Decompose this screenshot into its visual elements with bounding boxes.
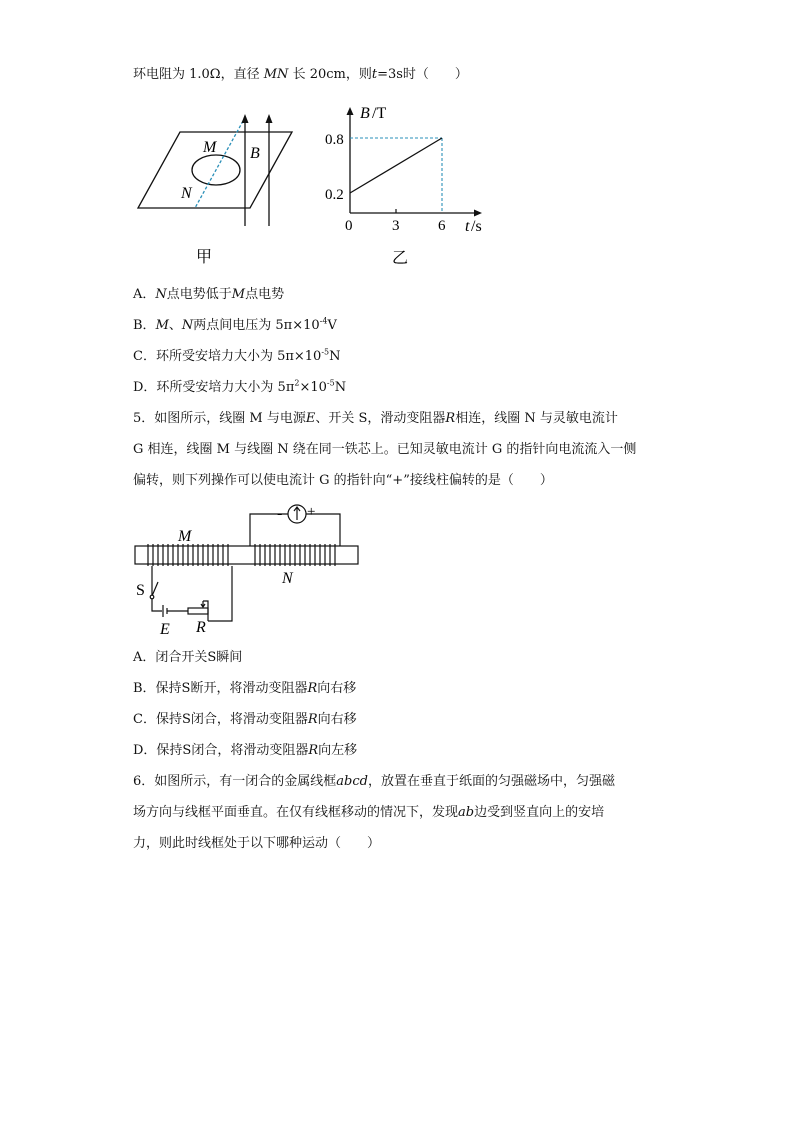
intro-text-c: =3s时（ ）	[377, 67, 468, 82]
rheostat-label-r: R	[196, 619, 206, 636]
stem-text: ，放置在垂直于纸面的匀强磁场中，匀强磁	[367, 774, 615, 789]
q5-option-d[interactable]	[133, 741, 357, 761]
stem-text: 5．如图所示，线圈 M 与电源	[133, 411, 306, 426]
y-tick-label-08: 0.8	[325, 132, 344, 148]
label-plus: +	[307, 504, 316, 520]
x-tick-label-3: 3	[392, 218, 400, 234]
bt-graph	[347, 107, 483, 217]
switch-blade	[152, 582, 158, 596]
wire-m-circuit	[152, 566, 232, 621]
intro-line	[133, 65, 468, 85]
unit: V	[327, 318, 337, 333]
coil-label-n: N	[282, 570, 293, 587]
q6-stem-line-3: 力，则此时线框处于以下哪种运动（ ）	[133, 836, 381, 851]
stem-text: 相连，线圈 N 与灵敏电流计	[455, 411, 618, 426]
switch-contact	[150, 595, 154, 599]
coil-label-m: M	[178, 528, 192, 545]
option-text: C．保持S闭合，将滑动变阻器	[133, 712, 308, 727]
stem-text: 、开关 S，滑动变阻器	[315, 411, 446, 426]
option-text: 两点间电压为 5π×10	[193, 318, 320, 333]
stem-text: 场方向与线框平面垂直。在仅有线框移动的情况下，发现	[133, 805, 459, 820]
rheostat	[188, 608, 208, 614]
var-n: N	[155, 287, 167, 302]
var-r: R	[445, 411, 456, 426]
y-axis-arrow	[347, 107, 354, 115]
y-axis-label-unit: /T	[372, 105, 387, 122]
var-r: R	[307, 681, 318, 696]
y-axis-label-b: B	[360, 105, 370, 122]
intro-var-mn: MN	[263, 67, 289, 82]
x-axis-label-t: t	[465, 218, 470, 235]
q5-stem-line-2: G 相连，线圈 M 与线圈 N 绕在同一铁芯上。已知灵敏电流计 G 的指针向电流流入一侧	[133, 442, 637, 457]
q5-stem-line-3: 偏转，则下列操作可以使电流计 G 的指针向“+”接线柱偏转的是（ ）	[133, 473, 553, 488]
ring-diagram	[138, 114, 292, 226]
b-t-line	[350, 138, 442, 193]
ring-label-n: N	[181, 185, 192, 202]
var-abcd: abcd	[336, 774, 368, 789]
q6-stem-line-2	[133, 803, 604, 823]
stem-text: 边受到竖直向上的安培	[474, 805, 605, 820]
q4-option-c[interactable]	[133, 347, 341, 367]
q4-option-b[interactable]	[133, 316, 337, 336]
rheostat-slider	[201, 601, 208, 621]
option-text: 点电势低于	[166, 287, 232, 302]
stem-text: 6．如图所示，有一闭合的金属线框	[133, 774, 337, 789]
option-text: 点电势	[245, 287, 285, 302]
coil-n	[255, 544, 335, 566]
separator: 、	[168, 318, 182, 333]
exponent: -5	[321, 347, 330, 357]
option-text: D．保持S闭合，将滑动变阻器	[133, 743, 309, 758]
intro-text-a: 环电阻为 1.0Ω，直径	[133, 67, 260, 82]
caption-jia: 甲	[196, 249, 213, 266]
option-text: C．环所受安培力大小为 5π×10	[133, 349, 322, 364]
x-tick-label-6: 6	[438, 218, 446, 234]
x-axis-arrow	[474, 210, 482, 217]
figure-ring-and-graph	[130, 100, 500, 270]
option-text: 向右移	[317, 712, 357, 727]
battery-label-e: E	[160, 621, 170, 638]
unit: N	[334, 380, 347, 395]
var-r: R	[307, 712, 318, 727]
option-prefix: A．	[133, 287, 156, 302]
option-prefix: B．	[133, 318, 156, 333]
x-tick-label-0: 0	[345, 218, 353, 234]
q5-option-c[interactable]	[133, 710, 357, 730]
q4-option-d[interactable]	[133, 378, 346, 398]
diameter-mn-dashed	[195, 121, 243, 208]
field-arrow-1	[242, 114, 249, 123]
q6-stem-line-1	[133, 772, 615, 792]
var-n: N	[181, 318, 194, 333]
option-text: 向右移	[317, 681, 357, 696]
field-arrow-2	[266, 114, 273, 123]
ring-label-m: M	[203, 139, 217, 156]
var-ab: ab	[458, 805, 475, 820]
coil-m	[148, 544, 228, 566]
var-e: E	[305, 411, 316, 426]
var-m: M	[155, 318, 169, 333]
var-m: M	[231, 287, 246, 302]
option-text: D．环所受安培力大小为 5π	[133, 380, 295, 395]
exponent: -5	[326, 378, 335, 388]
caption-yi: 乙	[392, 250, 409, 267]
label-minus: -	[277, 505, 283, 522]
option-text: ×10	[299, 380, 327, 395]
intro-var-t: t	[371, 67, 378, 82]
wire-switch-battery	[152, 599, 162, 611]
option-text: 向左移	[318, 743, 358, 758]
q5-option-a[interactable]: A．闭合开关S瞬间	[133, 650, 243, 665]
option-text: B．保持S断开，将滑动变阻器	[133, 681, 308, 696]
var-r: R	[308, 743, 319, 758]
unit: N	[329, 349, 341, 364]
galvanometer-needle	[294, 507, 300, 520]
q5-option-b[interactable]	[133, 679, 356, 699]
x-axis-label-unit: /s	[471, 218, 482, 235]
field-label-b: B	[250, 145, 260, 162]
intro-text-b: 长 20cm，则	[292, 67, 372, 82]
figure-coils-circuit	[130, 500, 370, 640]
exponent: -4	[319, 316, 328, 326]
switch-label-s: S	[136, 582, 145, 599]
q4-option-a[interactable]	[133, 285, 284, 305]
q5-stem-line-1	[133, 409, 618, 429]
exponent: 2	[294, 378, 300, 388]
y-tick-label-02: 0.2	[325, 187, 344, 203]
wire-n-galvanometer	[250, 514, 340, 546]
